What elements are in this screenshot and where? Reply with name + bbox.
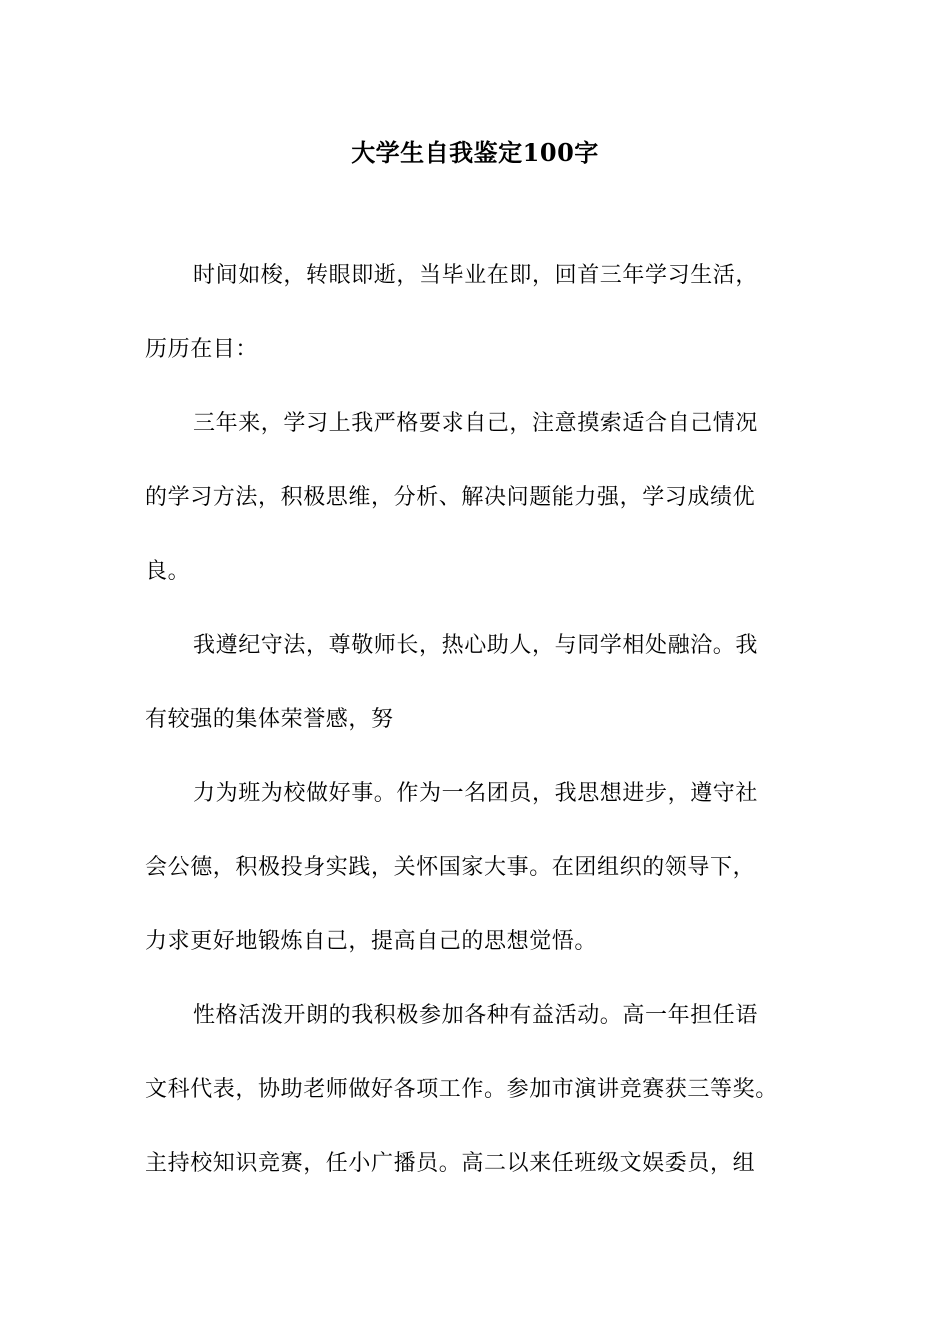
text-line-7: 有较强的集体荣誉感，努 [145, 707, 394, 732]
text-line-6: 我遵纪守法，尊敬师长，热心助人，与同学相处融洽。我 [193, 633, 759, 658]
text-line-8: 力为班为校做好事。作为一名团员，我思想进步，遵守社 [193, 781, 759, 806]
text-line-5: 良。 [145, 559, 191, 584]
text-line-9: 会公德，积极投身实践，关怀国家大事。在团组织的领导下， [145, 855, 756, 880]
text-line-13: 主持校知识竞赛，任小广播员。高二以来任班级文娱委员，组 [145, 1151, 756, 1176]
text-line-11: 性格活泼开朗的我积极参加各种有益活动。高一年担任语 [193, 1003, 759, 1028]
text-line-2: 历历在目： [145, 337, 259, 362]
text-line-3: 三年来，学习上我严格要求自己，注意摸索适合自己情况 [193, 411, 759, 436]
text-line-12: 文科代表，协助老师做好各项工作。参加市演讲竞赛获三等奖。 [145, 1077, 778, 1102]
text-line-1: 时间如梭，转眼即逝，当毕业在即，回首三年学习生活， [193, 263, 759, 288]
document-title: 大学生自我鉴定100字 [351, 138, 599, 167]
document-body [145, 256, 835, 1218]
text-line-4: 的学习方法，积极思维，分析、解决问题能力强，学习成绩优 [145, 485, 756, 510]
text-line-10: 力求更好地锻炼自己，提高自己的思想觉悟。 [145, 929, 598, 954]
